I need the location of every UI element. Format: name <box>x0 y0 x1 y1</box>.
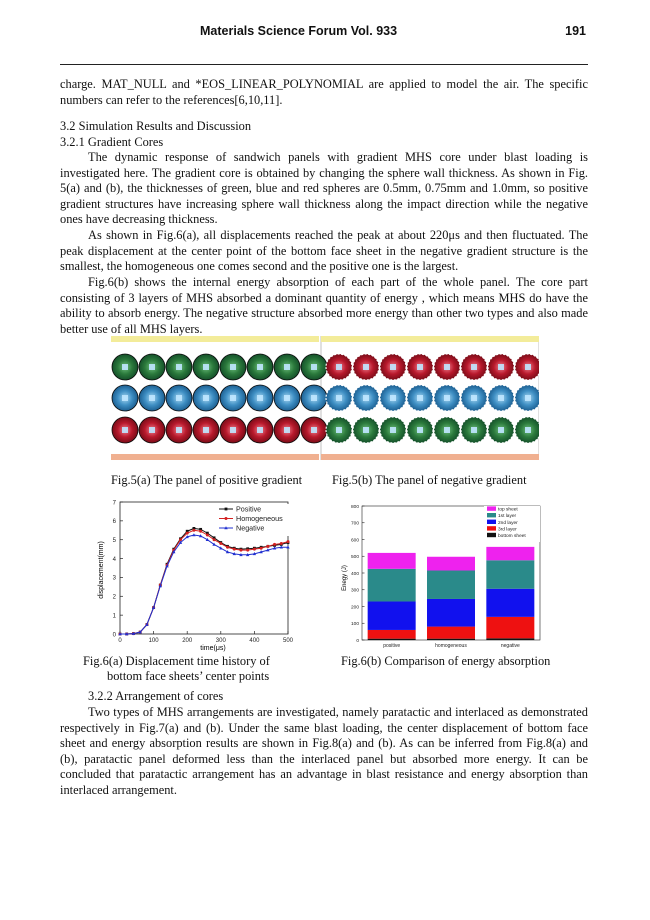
sphere-node-marker <box>257 427 263 433</box>
y-tick-label: 2 <box>112 594 116 601</box>
y-tick-label: 4 <box>112 556 116 563</box>
sphere-node-marker <box>498 395 504 401</box>
bottom-face-sheet <box>321 454 539 460</box>
series-line-homogeneous <box>120 530 288 634</box>
y-tick-label: 500 <box>350 555 359 561</box>
data-point <box>280 542 283 545</box>
bottom-face-sheet <box>111 454 319 460</box>
top-face-sheet <box>111 336 319 342</box>
sphere-node-marker <box>230 395 236 401</box>
caption-fig6a-line2: bottom face sheets’ center points <box>107 669 270 683</box>
y-tick-label: 700 <box>350 521 359 527</box>
sphere-node-marker <box>444 427 450 433</box>
figure-6b-bar-chart <box>340 500 545 654</box>
sphere-node-marker <box>203 427 209 433</box>
data-point <box>266 545 269 548</box>
y-tick-label: 100 <box>350 622 359 628</box>
data-point <box>192 529 195 532</box>
bar-segment-top-sheet <box>486 547 534 560</box>
y-tick-label: 1 <box>112 613 116 620</box>
journal-title: Materials Science Forum Vol. 933 <box>200 24 398 38</box>
legend-label: 2nd layer <box>498 520 518 526</box>
y-tick-label: 5 <box>112 538 116 545</box>
y-axis-label: Enegy (J) <box>342 565 348 591</box>
sphere-node-marker <box>525 364 531 370</box>
legend <box>484 506 540 542</box>
y-axis-label: displacement(mm) <box>98 541 105 599</box>
sphere-node-marker <box>417 427 423 433</box>
page-number: 191 <box>565 24 586 38</box>
caption-fig5b: Fig.5(b) The panel of negative gradient <box>332 473 527 487</box>
legend-label: Homogeneous <box>236 514 283 524</box>
sphere-node-marker <box>417 395 423 401</box>
sphere-node-marker <box>311 364 317 370</box>
sphere-node-marker <box>284 395 290 401</box>
x-tick-label: 100 <box>148 638 159 644</box>
sphere-node-marker <box>176 364 182 370</box>
paragraph-air-model: charge. MAT_NULL and *EOS_LINEAR_POLYNOMIAL are applied to model the air. The specific numbers can refer to the references[6,10,11]. <box>60 77 588 107</box>
legend-swatch <box>487 506 496 510</box>
bar-segment-bottom-sheet <box>486 638 534 640</box>
caption-fig6b: Fig.6(b) Comparison of energy absorption <box>341 654 551 668</box>
sphere-node-marker <box>336 364 342 370</box>
y-tick-label: 7 <box>112 500 116 507</box>
x-tick-label: negative <box>500 643 520 649</box>
y-tick-label: 0 <box>112 632 116 639</box>
sphere-node-marker <box>525 427 531 433</box>
x-tick-label: 300 <box>215 638 226 644</box>
sphere-node-marker <box>363 395 369 401</box>
x-axis-label: time(μs) <box>200 645 226 652</box>
legend-marker <box>225 517 228 520</box>
y-tick-label: 6 <box>112 519 116 526</box>
sphere-node-marker <box>230 364 236 370</box>
header-rule <box>60 64 588 65</box>
sphere-node-marker <box>203 364 209 370</box>
x-tick-label: homogeneous <box>435 643 467 649</box>
subsection-heading-3-2-1: 3.2.1 Gradient Cores <box>60 135 164 149</box>
figure-5-panels <box>111 336 539 460</box>
y-tick-label: 800 <box>350 504 359 510</box>
sphere-node-marker <box>336 427 342 433</box>
sphere-node-marker <box>498 427 504 433</box>
bar-segment-2nd-layer <box>368 601 416 629</box>
y-tick-label: 3 <box>112 575 116 582</box>
data-point <box>253 548 256 551</box>
sphere-node-marker <box>149 427 155 433</box>
paragraph-arrangement: Two types of MHS arrangements are investigated, namely paratactic and interlaced as demonstrated respectively in Fig.7(a) and (b). Under the same blast loading, the center displacement of bottom face sheet and energy absorption results are shown in Fig.8(a) and (b). As can be inferred from Fig.8(a) and (b), paratactic panel deformed less than the interlaced panel but absorbed more energy. It can be concluded that paratactic arrangement has an advantage in blast resistance and energy absorption than interlaced arrangement. <box>60 705 588 797</box>
x-tick-label: 500 <box>282 638 294 644</box>
sphere-node-marker <box>257 395 263 401</box>
sphere-node-marker <box>525 395 531 401</box>
y-tick-label: 400 <box>350 571 359 577</box>
data-point <box>199 530 202 533</box>
x-tick-label: 400 <box>249 638 260 644</box>
sphere-node-marker <box>149 364 155 370</box>
subsection-heading-3-2-2: 3.2.2 Arrangement of cores <box>88 689 224 703</box>
x-tick-label: positive <box>383 643 401 649</box>
sphere-node-marker <box>417 364 423 370</box>
sphere-node-marker <box>471 395 477 401</box>
legend-swatch <box>487 526 496 530</box>
figure-6a-line-chart <box>96 498 304 652</box>
sphere-node-marker <box>203 395 209 401</box>
data-point <box>287 540 290 543</box>
bar-segment-top-sheet <box>368 553 416 569</box>
data-point <box>213 538 216 541</box>
legend <box>216 504 292 536</box>
data-point <box>246 549 249 552</box>
paragraph-energy: Fig.6(b) shows the internal energy absorption of each part of the whole panel. The core part consisting of 3 layers of MHS absorbed a dominant quantity of energy , which means MHS do have the ability to absorb energy. The negative structure absorbed more energy than other two types and also made better use of all MHS layers. <box>60 275 588 336</box>
y-tick-label: 600 <box>350 538 359 544</box>
data-point <box>239 549 242 552</box>
legend-swatch <box>487 513 496 517</box>
sphere-node-marker <box>311 395 317 401</box>
data-point <box>226 546 229 549</box>
x-tick-label: 0 <box>118 638 122 644</box>
section-heading-3-2: 3.2 Simulation Results and Discussion <box>60 119 252 133</box>
legend-label: Positive <box>236 504 262 514</box>
bar-segment-1st-layer <box>486 560 534 588</box>
legend-marker <box>225 508 228 511</box>
bar-segment-3rd-layer <box>368 630 416 639</box>
bar-segment-bottom-sheet <box>368 639 416 640</box>
legend-swatch <box>487 533 496 537</box>
legend-label: bottom sheet <box>498 534 526 539</box>
paragraph-gradient-cores: The dynamic response of sandwich panels with gradient MHS core under blast loading is investigated here. The gradient core is obtained by changing the sphere wall thickness. As shown in Fig. 5(a) and (b), the thicknesses of green, blue and red spheres are 0.5mm, 0.75mm and 1.0mm, so positive gradient structures have increasing sphere wall thickness along the impact direction while the negative ones have decreasing thickness. <box>60 150 588 227</box>
running-header <box>60 24 588 40</box>
x-tick-label: 200 <box>182 638 193 644</box>
bar-segment-top-sheet <box>427 557 475 571</box>
bar-segment-1st-layer <box>427 570 475 598</box>
sphere-node-marker <box>390 395 396 401</box>
sphere-node-marker <box>363 427 369 433</box>
sphere-node-marker <box>122 364 128 370</box>
sphere-node-marker <box>498 364 504 370</box>
sphere-node-marker <box>284 427 290 433</box>
sphere-node-marker <box>471 364 477 370</box>
sphere-node-marker <box>363 364 369 370</box>
caption-fig5a: Fig.5(a) The panel of positive gradient <box>111 473 303 487</box>
legend-label: 1st layer <box>498 514 517 520</box>
legend-label: Negative <box>236 523 265 533</box>
sphere-node-marker <box>257 364 263 370</box>
data-point <box>219 542 222 545</box>
bar-segment-3rd-layer <box>486 617 534 638</box>
sphere-node-marker <box>390 427 396 433</box>
legend-label: top sheet <box>498 507 518 513</box>
bar-segment-2nd-layer <box>486 589 534 617</box>
y-tick-label: 300 <box>350 588 359 594</box>
sphere-node-marker <box>230 427 236 433</box>
sphere-node-marker <box>390 364 396 370</box>
bar-segment-bottom-sheet <box>427 639 475 640</box>
legend-swatch <box>487 520 496 524</box>
sphere-node-marker <box>284 364 290 370</box>
sphere-node-marker <box>471 427 477 433</box>
sphere-node-marker <box>444 395 450 401</box>
sphere-node-marker <box>149 395 155 401</box>
bar-segment-1st-layer <box>368 569 416 602</box>
data-point <box>206 534 209 537</box>
data-point <box>186 532 189 535</box>
y-tick-label: 200 <box>350 605 359 611</box>
y-tick-label: 0 <box>356 638 359 644</box>
sphere-node-marker <box>336 395 342 401</box>
sphere-node-marker <box>176 395 182 401</box>
legend-label: 3rd layer <box>498 527 517 533</box>
top-face-sheet <box>321 336 539 342</box>
sphere-node-marker <box>311 427 317 433</box>
caption-fig6a-line1: Fig.6(a) Displacement time history of <box>83 654 270 668</box>
sphere-node-marker <box>122 395 128 401</box>
sphere-node-marker <box>122 427 128 433</box>
sphere-node-marker <box>444 364 450 370</box>
data-point <box>233 548 236 551</box>
bar-segment-2nd-layer <box>427 599 475 627</box>
data-point <box>273 543 276 546</box>
sphere-node-marker <box>176 427 182 433</box>
series-line-negative <box>120 535 288 634</box>
series-line-positive <box>120 528 288 634</box>
bar-segment-3rd-layer <box>427 627 475 639</box>
paragraph-displacement: As shown in Fig.6(a), all displacements reached the peak at about 220μs and then fluctuated. The peak displacement at the center point of the bottom face sheet in the negative gradient structure is the smallest, the homogeneous one comes second and the positive one is the largest. <box>60 228 588 274</box>
data-point <box>260 547 263 550</box>
